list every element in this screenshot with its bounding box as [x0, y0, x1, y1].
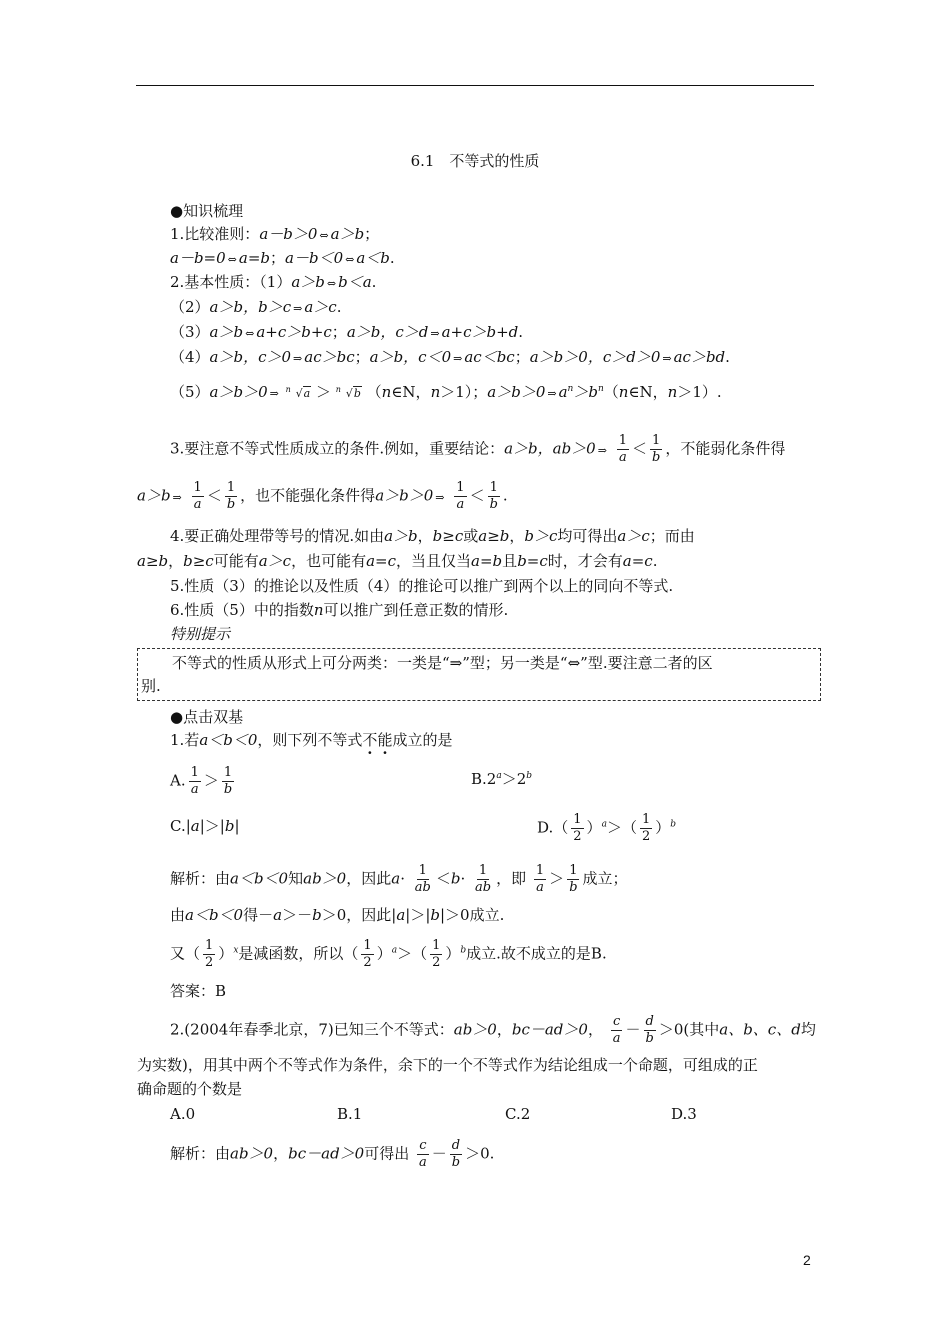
fraction: $\frac{1}{a}$ — [618, 433, 628, 465]
tip-text: 别. — [141, 677, 161, 695]
question-2: 2.(2004年春季北京，7)已知三个不等式：ab＞0，bc－ad＞0， $\frac{c}{a}$ － $\frac{d}{b}$ ＞0(其中a、b、c、d均 — [170, 1014, 816, 1046]
text-line: （2）a＞b，b＞c ⇒ a＞c. — [170, 298, 342, 316]
analysis-line: 解析：由a＜b＜0知ab＞0，因此a· $\frac{1}{ab}$ ＜b· $\frac{1}{ab}$ ，即 $\frac{1}{a}$ ＞ $\frac{1}{b}$ 成立； — [170, 863, 628, 895]
fraction: $\frac{1}{a}$ — [456, 480, 465, 512]
text-line: （3）a＞b ⇔ a+c＞b+c；a＞b，c＞d ⇒ a+c＞b+d. — [170, 323, 524, 341]
option-c: C.|a|＞|b| — [170, 817, 240, 835]
text-line: （4）a＞b，c＞0 ⇒ ac＞bc；a＞b，c＜0 ⇒ ac＜bc；a＞b＞0，c＞d＞0 ⇒ ac＞bd. — [170, 348, 730, 366]
option-b: B.1 — [337, 1105, 363, 1123]
question-2-text: 确命题的个数是 — [137, 1080, 243, 1098]
option-d: D.3 — [671, 1105, 697, 1123]
text-line: a＞b ⇒ $\frac{1}{a}$ ＜ $\frac{1}{b}$ ，也不能强化条件得a＞b＞0 ⇒ $\frac{1}{a}$ ＜ $\frac{1}{b}$ . — [137, 480, 508, 512]
option-c: C.2 — [505, 1105, 531, 1123]
option-d: D.（ $\frac{1}{2}$ ）$^a$＞（ $\frac{1}{2}$ ）$^b$ — [537, 812, 677, 844]
analysis-line: 解析：由ab＞0，bc－ad＞0可得出 $\frac{c}{a}$ － $\frac{d}{b}$ ＞0. — [170, 1138, 495, 1170]
header-rule — [136, 85, 814, 86]
option-a: A. $\frac{1}{a}$ ＞ $\frac{1}{b}$ — [170, 765, 233, 797]
text-line: 1.比较准则：a－b＞0 ⇔ a＞b； — [170, 225, 380, 243]
text-line: （5）a＞b＞0 ⇒ n √a ＞ n √b （n∈N，n＞1）；a＞b＞0 ⇒ $a^n>b^n(n\in N$，n＞1）. — [170, 378, 722, 405]
page-title: 6.1 不等式的性质 — [410, 152, 540, 170]
tip-label: 特别提示 — [170, 625, 231, 643]
fraction: $\frac{1}{b}$ — [226, 480, 236, 512]
text-line: a－b=0 ⇔ a=b；a－b＜0 ⇔ a＜b. — [170, 249, 395, 267]
fraction: $\frac{1}{b}$ — [489, 480, 498, 512]
answer-line: 答案：B — [170, 982, 227, 1000]
fraction: $\frac{1}{a}$ — [193, 480, 202, 512]
text-line: 5.性质（3）的推论以及性质（4）的推论可以推广到两个以上的同向不等式. — [170, 577, 674, 595]
nth-root-b: n √b — [335, 385, 361, 400]
analysis-line: 由a＜b＜0得－a＞－b＞0，因此|a|＞|b|＞0成立. — [170, 906, 505, 924]
option-b: $B.2^a>2^b$ — [471, 770, 533, 788]
analysis-line: 又（ $\frac{1}{2}$ ）$^x$是减函数，所以（ $\frac{1}{2}$ ）$^a$＞（ $\frac{1}{2}$ ）$^b$成立.故不成立的是B. — [170, 938, 607, 970]
section-heading-basics: ●点击双基 — [170, 708, 244, 726]
text-line: 2.基本性质：（1）a＞b ⇔ b＜a. — [170, 273, 377, 291]
page-number: 2 — [803, 1252, 811, 1268]
text-line: 3.要注意不等式性质成立的条件.例如，重要结论：a＞b，ab＞0 ⇒ $\frac{1}{a}$ ＜ $\frac{1}{b}$ ，不能弱化条件得 — [170, 433, 786, 465]
option-a: A.0 — [170, 1105, 196, 1123]
section-heading-knowledge: ●知识梳理 — [170, 202, 244, 220]
question-1: 1.若a＜b＜0，则下列不等式不能成立的是 — [170, 731, 453, 749]
text-line: 4.要正确处理带等号的情况.如由a＞b，b≥c或a≥b，b＞c均可得出a＞c；而由 — [170, 527, 695, 545]
question-2-text: 为实数)，用其中两个不等式作为条件，余下的一个不等式作为结论组成一个命题，可组成的正 — [137, 1056, 758, 1074]
text-line: a≥b，b≥c可能有a＞c，也可能有a=c，当且仅当a=b且b=c时，才会有a=c. — [137, 552, 658, 570]
fraction: $\frac{1}{b}$ — [652, 433, 661, 465]
tip-box — [137, 648, 821, 701]
text-line: 6.性质（5）中的指数n可以推广到任意正数的情形. — [170, 601, 509, 619]
tip-text: 不等式的性质从形式上可分两类：一类是“⇒”型；另一类是“⇔”型.要注意二者的区 — [172, 654, 713, 672]
nth-root-a: n √a — [285, 385, 311, 400]
